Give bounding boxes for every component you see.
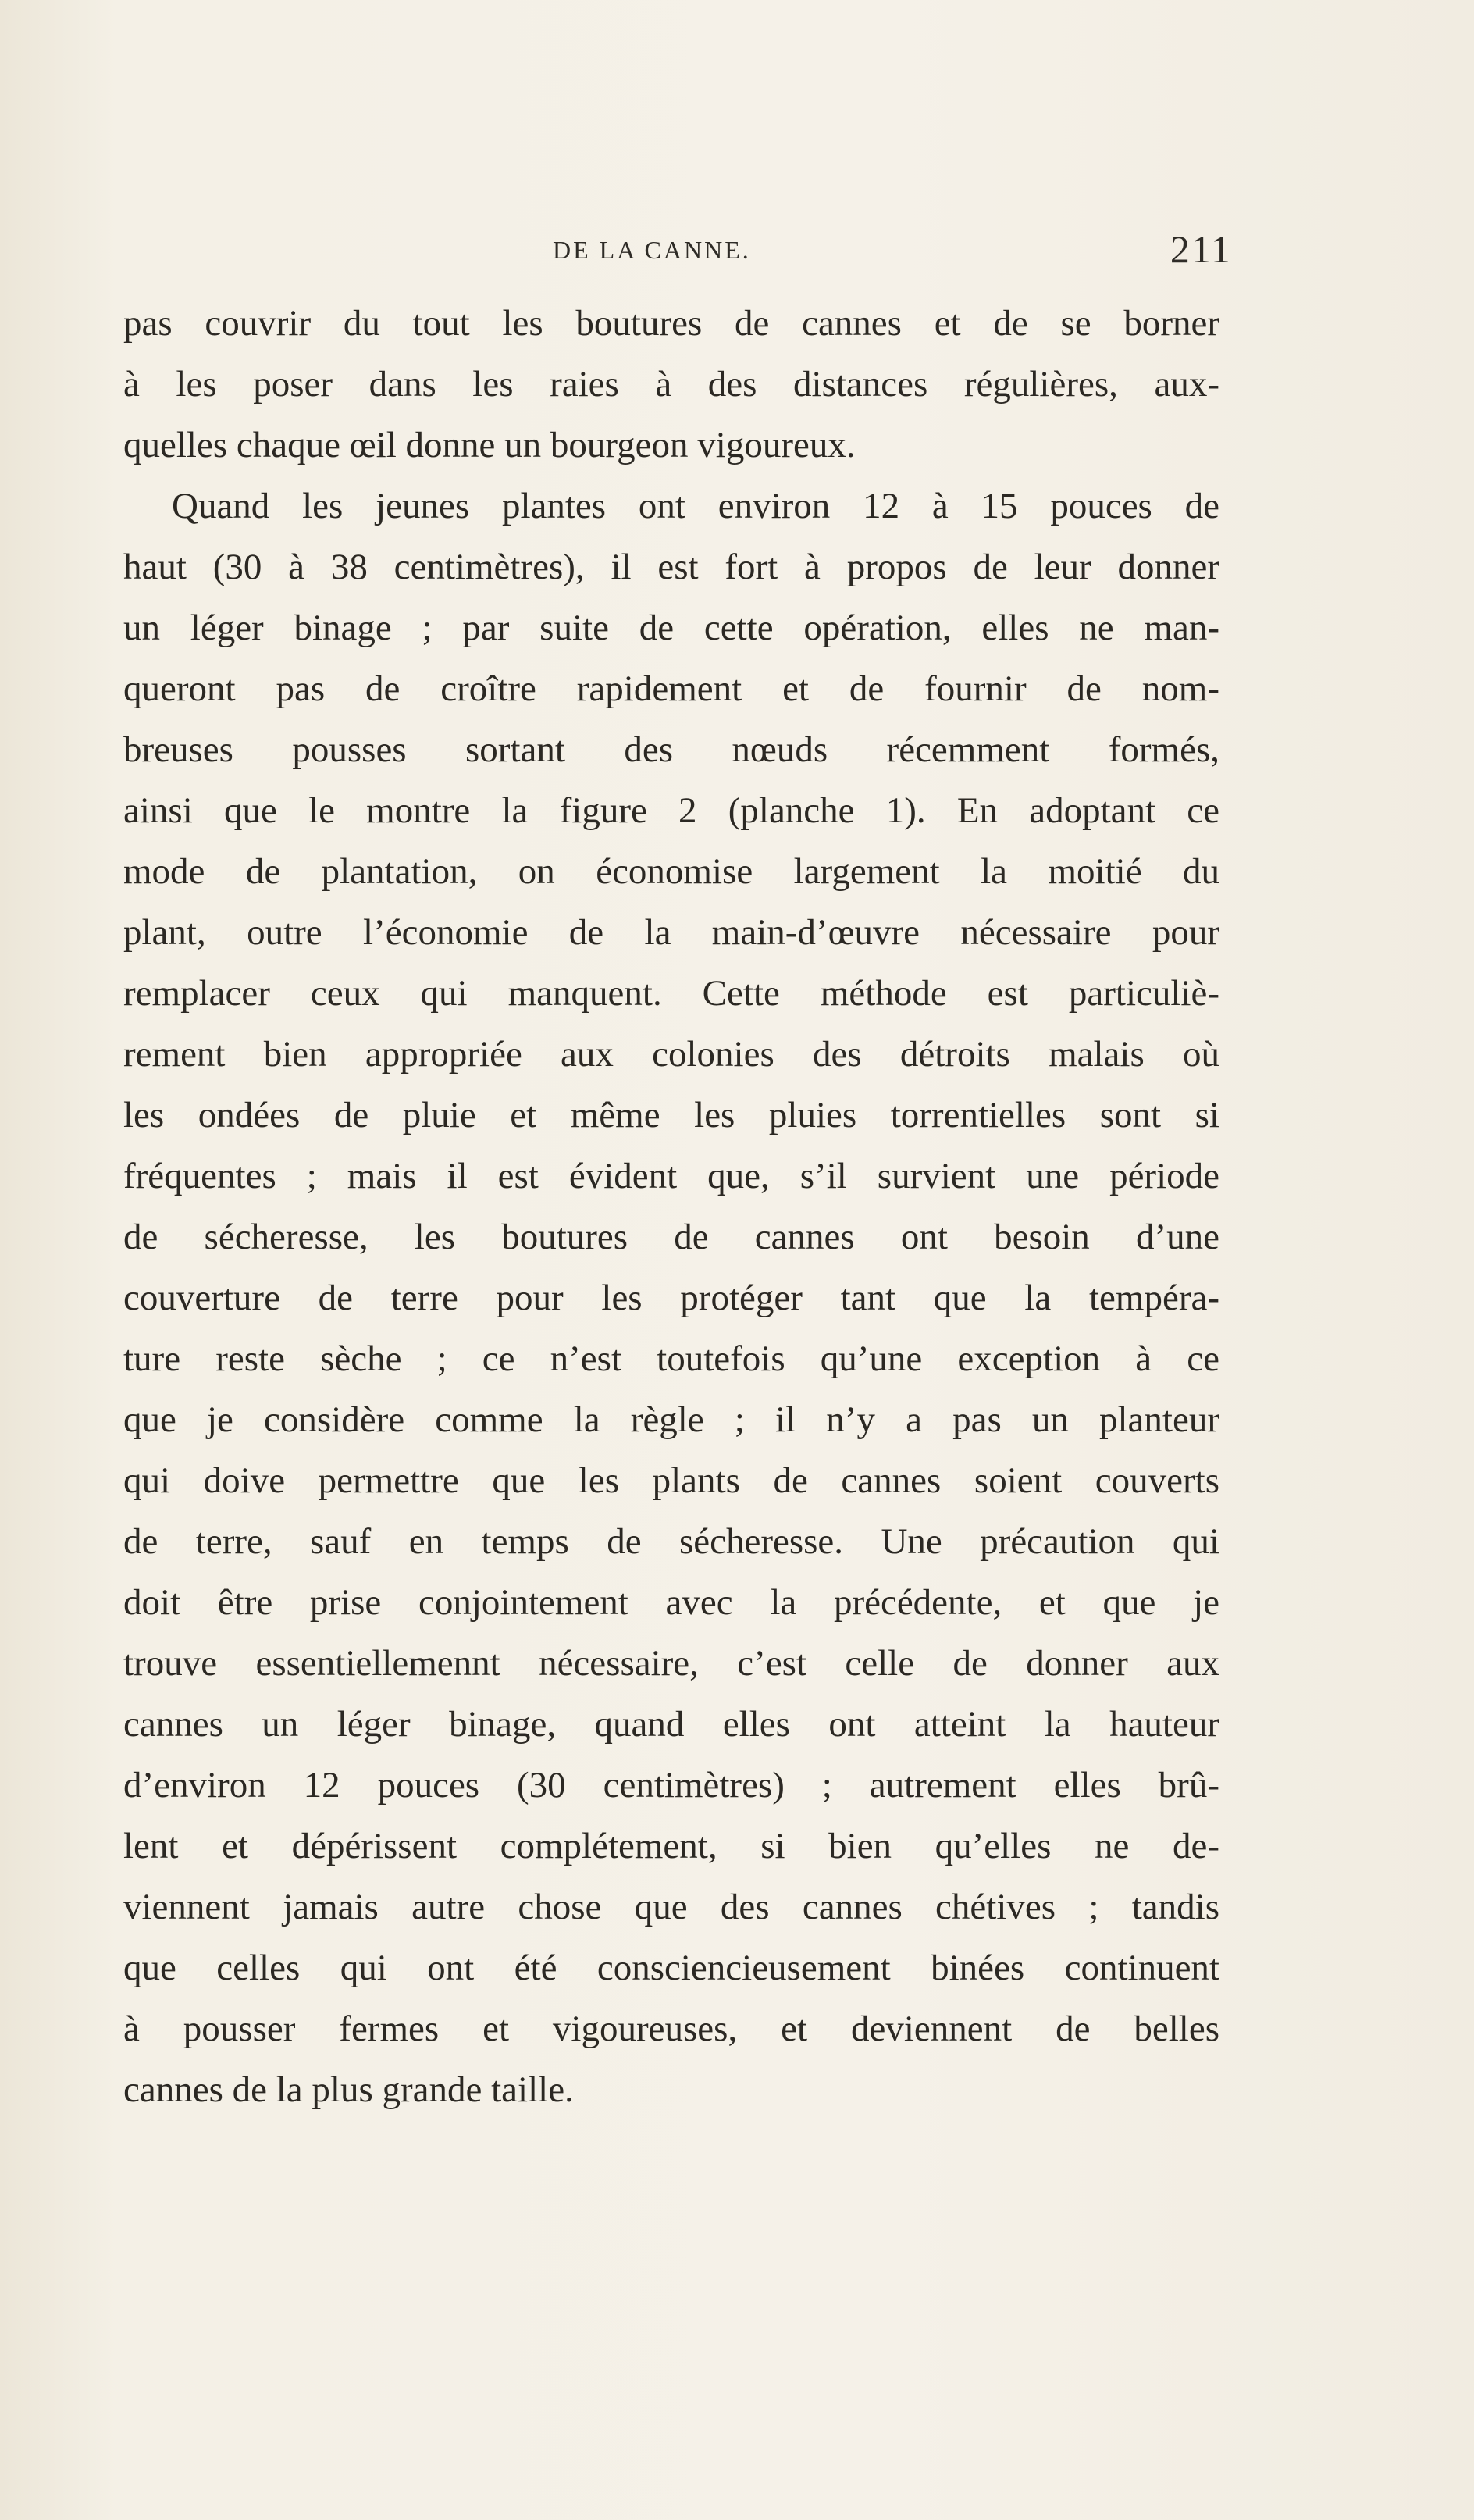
text-line: fréquentes ; mais il est évident que, s’il survient une période [123,1156,1219,1196]
running-head: DE LA CANNE. [553,236,751,264]
text-line: quelles chaque œil donne un bourgeon vigoureux. [123,425,856,465]
text-line: ture reste sèche ; ce n’est toutefois qu’une exception à ce [123,1338,1219,1379]
text-line: doit être prise conjointement avec la précédente, et que je [123,1582,1219,1623]
text-line: cannes un léger binage, quand elles ont atteint la hauteur [123,1704,1219,1745]
text-line: rement bien appropriée aux colonies des détroits malais où [123,1034,1219,1075]
text-line: pas couvrir du tout les boutures de cannes et de se borner [123,303,1219,344]
text-line: queront pas de croître rapidement et de fournir de nom- [123,668,1219,709]
text-line: que je considère comme la règle ; il n’y a pas un planteur [123,1399,1219,1440]
text-line: qui doive permettre que les plants de cannes soient couverts [123,1460,1219,1501]
text-line: d’environ 12 pouces (30 centimètres) ; autrement elles brû- [123,1765,1219,1805]
text-line: breuses pousses sortant des nœuds récemment formés, [123,729,1219,770]
text-line: lent et dépérissent complétement, si bien qu’elles ne de- [123,1826,1219,1866]
text-line: remplacer ceux qui manquent. Cette méthode est particuliè- [123,973,1219,1014]
text-line: de terre, sauf en temps de sécheresse. Une précaution qui [123,1521,1219,1562]
page-number: 211 [1170,227,1232,271]
text-line: un léger binage ; par suite de cette opération, elles ne man- [123,608,1219,648]
text-line: plant, outre l’économie de la main-d’œuvre nécessaire pour [123,912,1219,953]
text-line: que celles qui ont été consciencieusement binées continuent [123,1948,1219,1988]
text-line: cannes de la plus grande taille. [123,2069,574,2110]
text-line: à pousser fermes et vigoureuses, et deviennent de belles [123,2009,1219,2049]
paragraph-start-line: Quand les jeunes plantes ont environ 12 à 15 pouces de [172,486,1219,526]
text-line: couverture de terre pour les protéger tant que la tempéra- [123,1278,1219,1318]
text-line: à les poser dans les raies à des distances régulières, aux- [123,364,1219,405]
text-line: haut (30 à 38 centimètres), il est fort à propos de leur donner [123,547,1219,587]
text-line: mode de plantation, on économise largement la moitié du [123,851,1219,892]
text-line: trouve essentiellemennt nécessaire, c’est celle de donner aux [123,1643,1219,1684]
page-header [123,226,1232,281]
body-text [123,293,1219,2120]
text-line: ainsi que le montre la figure 2 (planche 1). En adoptant ce [123,790,1219,831]
text-line: les ondées de pluie et même les pluies torrentielles sont si [123,1095,1219,1135]
text-line: viennent jamais autre chose que des cannes chétives ; tandis [123,1887,1219,1927]
text-line: de sécheresse, les boutures de cannes ont besoin d’une [123,1217,1219,1257]
